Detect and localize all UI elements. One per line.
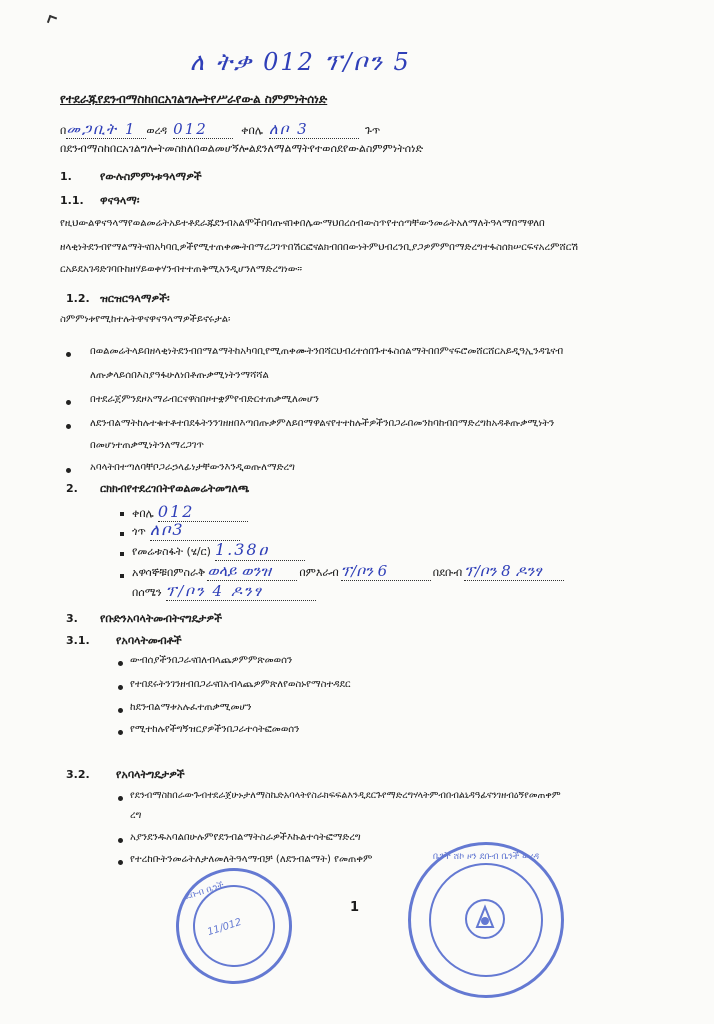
corner-mark xyxy=(47,15,57,25)
field-value: ለቦ3 xyxy=(150,520,240,541)
bullet-icon xyxy=(120,574,124,578)
section-1-2-bullet: ለደንብልማትከሉተቁተቶተበደፋትንንገዘዘበእጣበጡቃምለይበማዋልናየተተከሉችዎችንበጋራበመንከባከብበማድረግከአዳቶጡቃሚነትን xyxy=(90,418,555,429)
contract-suffix: ጉጥ xyxy=(365,124,381,137)
bullet-icon xyxy=(118,838,123,843)
section-1-2-bullet: በወልመሬትላይበዘላቂነትደንብበማልማትከአካባቢየሚጠቀሙትንበሻርህብረተሰበጉተፋስሰልማትበበምናፍሮመሸርሸርአይዲዓኢንዳጌናብ xyxy=(90,346,564,357)
section-1-2-bullet-continued: በመሆነተጠቃሚነትንለማረጋገጥ xyxy=(90,440,205,451)
field-value: 012 xyxy=(158,502,248,522)
field-label: ቀበሌ xyxy=(132,507,154,520)
field-value: ፕ/ቦን 4 ዶንፃ xyxy=(166,582,316,601)
bullet-icon xyxy=(120,532,124,536)
bullet-icon xyxy=(66,468,71,473)
bullet-icon xyxy=(66,400,71,405)
section-1-2-lead: ስምምነቱየሚከተሉትዋናዋናዓላማዎችይኖሩታል፡ xyxy=(60,314,231,325)
bullet-icon xyxy=(118,685,123,690)
section-3-1-title: የአባላትመብቶች xyxy=(116,634,182,647)
section-3-2-bullet: የደንብማስከበራውጉብተደራጀሁኑታለማስኬድአባላትየስራክፍፍልእንዲደርጉየማድረግሃላትምብበብልኒዳዓፊናንገዘብዕኝየመጠቀም xyxy=(130,790,561,801)
section-2-title: ርክክብየተደረገበትየወልመሬትመግለጫ xyxy=(100,482,250,495)
stamp-left-text: ደቡብ ቤንች xyxy=(184,880,226,903)
stamp-right-text: ቤንች ሸኮ ዞን ደቡብ ቤንች ወረዳ xyxy=(432,852,540,862)
top-handwritten-reference: ለ ትቃ 012 ፕ/ቦን 5 xyxy=(190,48,411,76)
official-stamp-right xyxy=(408,842,564,998)
contract-block-value: ለቦ 3 xyxy=(269,120,359,139)
section-1-2-bullet: በተደራጀምንደዞአማራብርናዋስበዞተቋምየብድርተጠቃሚለመሆን xyxy=(90,394,319,405)
section-3-2-bullet: የተረከቡትንመሬትለታለመለትዓላማብቻ (ለደንብልማት) የመጠቀም xyxy=(130,854,373,865)
section-1-2-bullet: አባላትበተጣለባቸቦጋራኃላፊነታቸውንእንዲወጡለማድረግ xyxy=(90,462,295,473)
bullet-icon xyxy=(66,424,71,429)
section-1-1-title: ዋናዓላማ፡ xyxy=(100,194,140,207)
bullet-icon xyxy=(120,512,124,516)
official-stamp-left xyxy=(161,853,307,999)
section-3-2-bullet: አያንደንዱአባልበሁሉምየደንብልማትስራዎችእኩልተሳትፎማድረግ xyxy=(130,832,361,843)
field-value-east: ወላይ ወንዝ xyxy=(207,562,297,581)
section-3-title: የቡድንአባላትመብትናግዴታዎች xyxy=(100,612,222,625)
field-value: 1.38ዐ xyxy=(215,540,305,561)
bullet-icon xyxy=(118,730,123,735)
contract-prefix: በ xyxy=(60,124,67,137)
field-north xyxy=(132,582,316,601)
field-label-west: በምእራብ xyxy=(299,566,339,579)
field-value-west: ፕ/ቦን 6 xyxy=(341,562,431,581)
section-3-1-number: 3.1. xyxy=(66,634,90,647)
bullet-icon xyxy=(118,860,123,865)
field-label: አዋሳኞቹበምስራቅ xyxy=(132,566,206,579)
field-label-south: በደቡብ xyxy=(432,566,463,579)
field-got xyxy=(132,520,240,541)
field-kebele xyxy=(132,502,248,522)
page-number: 1 xyxy=(350,900,360,915)
section-1-2-bullet-continued: ለጡቃላይሰበእስያዓፋሁለነበቶጡቃሚነትንማሻሻል xyxy=(90,370,269,381)
section-1-title: የውሉስምምነቱዓላማዎች xyxy=(100,170,202,183)
stamp-left-date: 11/012 xyxy=(206,916,244,939)
section-3-number: 3. xyxy=(66,612,78,625)
section-1-1-line: የዚህውልዋናዓላማየወልመሬትአይተቶደራጁደንብአልሞችበባጡናበቀበሌውማህበረሰብውስጥየተሰጣቸውንመሬትአለማለትዓላማበማዋለበ xyxy=(60,218,545,229)
field-label: በሰሜን xyxy=(132,586,162,599)
section-3-2-title: የአባላትግዴታዎች xyxy=(116,768,185,781)
section-3-1-bullet: ውብሰያችንበጋራናበለብላጨዎምምጽመወሰን xyxy=(130,655,293,666)
contract-line xyxy=(60,120,380,139)
section-1-1-line: ርአይደአገዳድገባቡከዘሃይወቀሃንብተተጠቅሚአንዲሆንለማድረግነው። xyxy=(60,264,303,275)
section-1-2-title: ዝርዝርዓላማዎች፡ xyxy=(100,292,170,305)
section-3-1-bullet: ከደንብልማቱአሉፈተጠቃሚመሆን xyxy=(130,702,252,713)
bullet-icon xyxy=(120,552,124,556)
contract-date-value: መጋቢት 1 xyxy=(66,120,146,139)
field-value-south: ፕ/ቦን 8 ዶንፃ xyxy=(464,562,564,581)
section-3-1-bullet: የተበደሩትንገንዘብበጋራናበአብላጨዎምጽለየወስኑየማስተዳደር xyxy=(130,679,351,690)
section-1-2-number: 1.2. xyxy=(66,292,90,305)
section-3-2-bullet-continued: ረግ xyxy=(130,810,142,821)
document-title: የተደራጁየደንብማስከበርአገልግሎትየሥራየውል ስምምነትሰነድ xyxy=(60,92,328,106)
section-1-number: 1. xyxy=(60,170,72,183)
contract-year-label: ወረዳ xyxy=(146,124,168,137)
emblem-icon xyxy=(463,897,507,941)
contract-year-value: 012 xyxy=(173,120,233,139)
section-3-1-bullet: የሚተከሉየችግኝዝርያዎችንበጋራተሳትፎመወሰን xyxy=(130,724,300,735)
bullet-icon xyxy=(118,796,123,801)
field-borders xyxy=(132,562,564,581)
field-area xyxy=(132,540,305,561)
bullet-icon xyxy=(66,352,71,357)
section-3-2-number: 3.2. xyxy=(66,768,90,781)
section-1-1-number: 1.1. xyxy=(60,194,84,207)
contract-block-label: ቀበሌ xyxy=(241,124,264,137)
field-label: የመሬቱስፋት (ሄ/ር) xyxy=(132,545,211,558)
bullet-icon xyxy=(118,661,123,666)
field-label: ጎጥ xyxy=(132,525,146,538)
section-1-1-line: ዘላቂነትደንብየማልማትናበአካባቢዎችየሚተጠቀሙትበማረጋገጥበሽርፎናልክብበበውነትምህብረንቢያጋዎምምበማድረግተፋስሰክሠርፍናአረምሸርሽ xyxy=(60,242,578,253)
intro-line: በደንብማስከበርአገልግሎትመስክለበወልመሆኝሎልደንለማልማትየተወሰደየውልስምምነትሰነድ xyxy=(60,142,424,155)
bullet-icon xyxy=(118,708,123,713)
section-2-number: 2. xyxy=(66,482,78,495)
